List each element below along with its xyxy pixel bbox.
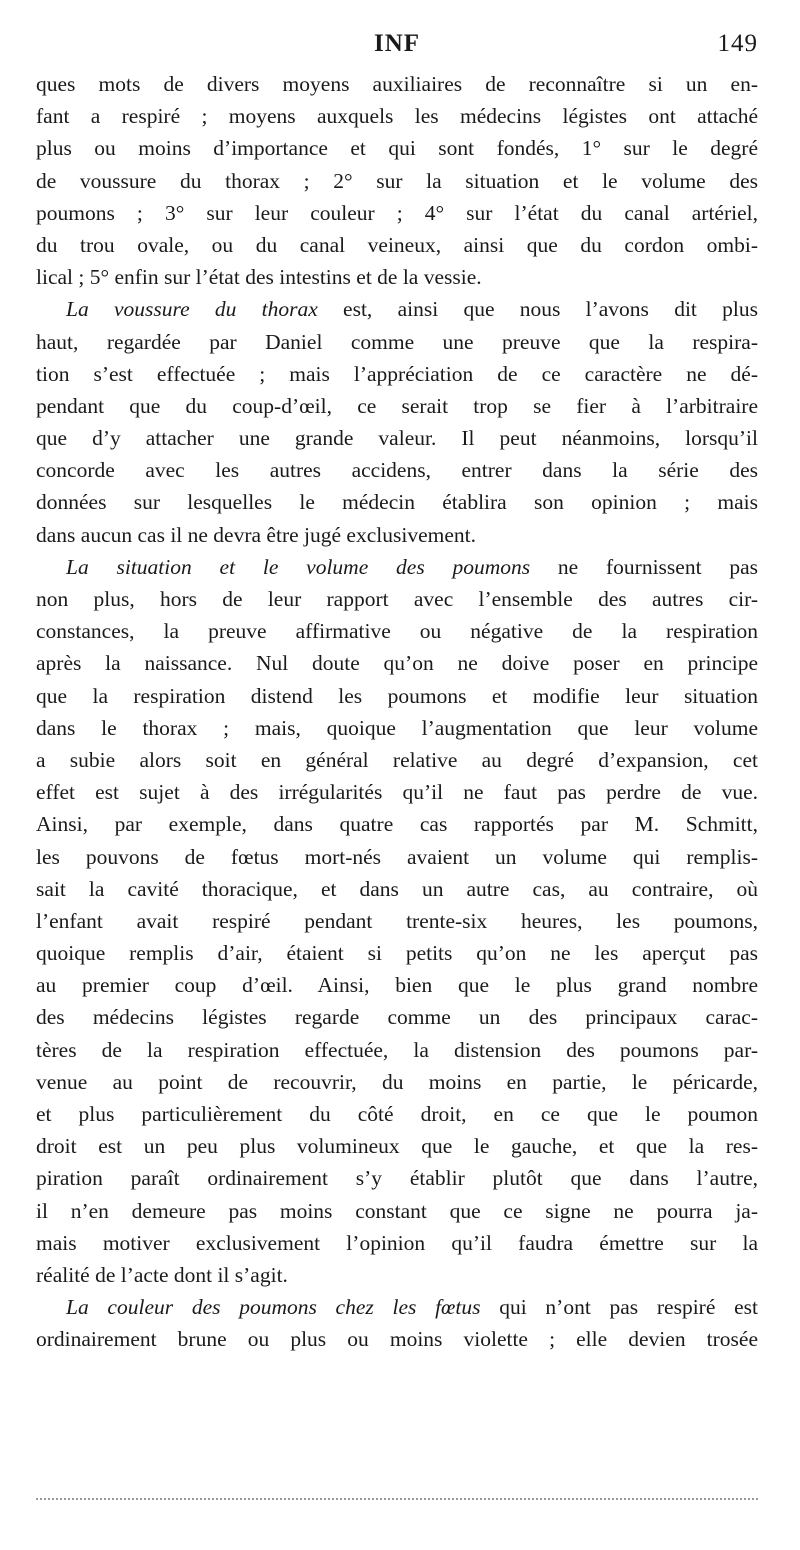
text-line	[36, 1291, 758, 1323]
text-line: les pouvons de fœtus mort-nés avaient un volume qui remplis-	[36, 844, 758, 869]
text-line: quoique remplis d’air, étaient si petits qu’on ne les aperçut pas	[36, 941, 758, 966]
text-line: et plus particulièrement du côté droit, en ce que le poumon	[36, 1102, 758, 1126]
text-line: tion s’est effectuée ; mais l’appréciation de ce caractère ne dé-	[36, 361, 758, 386]
text-span: qui n’ont pas respiré est	[480, 1295, 758, 1320]
text-line: au premier coup d’œil. Ainsi, bien que le plus grand nombre	[36, 973, 758, 998]
text-line: que la respiration distend les poumons et modifie leur situation	[36, 683, 758, 708]
text-line: sait la cavité thoracique, et dans un autre cas, au contraire, où	[36, 876, 758, 901]
text-line: non plus, hors de leur rapport avec l’ensemble des autres cir-	[36, 587, 758, 611]
paragraph-4	[36, 1291, 758, 1355]
text-line: données sur lesquelles le médecin établira son opinion ; mais	[36, 490, 758, 515]
text-line	[36, 293, 758, 325]
page-bottom-rule	[36, 1498, 758, 1500]
text-line: piration paraît ordinairement s’y établir plutôt que dans l’autre,	[36, 1166, 758, 1191]
text-line: fant a respiré ; moyens auxquels les médecins légistes ont attaché	[36, 104, 758, 129]
text-span: ne fournissent pas	[530, 554, 759, 579]
book-page	[36, 30, 758, 1356]
paragraph-2	[36, 293, 758, 551]
text-line: concorde avec les autres accidens, entrer dans la série des	[36, 458, 758, 483]
italic-lead: La situation et le volume des poumons	[66, 554, 531, 579]
paragraph-3	[36, 551, 758, 1291]
text-line: dans aucun cas il ne devra être jugé exclusivement.	[36, 522, 476, 547]
text-line: dans le thorax ; mais, quoique l’augmentation que leur volume	[36, 715, 758, 740]
text-line: plus ou moins d’importance et qui sont fondés, 1° sur le degré	[36, 136, 758, 161]
text-line: l’enfant avait respiré pendant trente-six heures, les poumons,	[36, 908, 758, 933]
text-line: pendant que du coup-d’œil, ce serait trop se fier à l’arbitraire	[36, 393, 758, 418]
text-line: du trou ovale, ou du canal veineux, ainsi que du cordon ombi-	[36, 232, 758, 257]
text-line: constances, la preuve affirmative ou négative de la respiration	[36, 619, 758, 644]
text-line: mais motiver exclusivement l’opinion qu’il faudra émettre sur la	[36, 1230, 758, 1255]
text-line: venue au point de recouvrir, du moins en partie, le péricarde,	[36, 1069, 758, 1094]
text-line: effet est sujet à des irrégularités qu’il ne faut pas perdre de vue.	[36, 780, 758, 805]
page-number: 149	[717, 30, 758, 57]
running-head-title: INF	[373, 30, 421, 57]
paragraph-1	[36, 68, 758, 293]
text-line: lical ; 5° enfin sur l’état des intestins et de la vessie.	[36, 265, 482, 290]
text-line: ques mots de divers moyens auxiliaires de reconnaître si un en-	[36, 72, 758, 96]
italic-lead: La voussure du thorax	[66, 297, 318, 322]
text-line: tères de la respiration effectuée, la distension des poumons par-	[36, 1037, 758, 1062]
text-line: des médecins légistes regarde comme un des principaux carac-	[36, 1005, 758, 1030]
text-line: que d’y attacher une grande valeur. Il peut néanmoins, lorsqu’il	[36, 426, 758, 451]
italic-lead: La couleur des poumons chez les fœtus	[66, 1295, 481, 1320]
running-head	[36, 30, 758, 68]
text-line	[36, 551, 758, 583]
text-line: après la naissance. Nul doute qu’on ne doive poser en principe	[36, 651, 758, 676]
text-line: réalité de l’acte dont il s’agit.	[36, 1262, 288, 1287]
text-line: il n’en demeure pas moins constant que ce signe ne pourra ja-	[36, 1198, 758, 1223]
text-span: est, ainsi que nous l’avons dit plus	[317, 297, 758, 322]
text-line: droit est un peu plus volumineux que le gauche, et que la res-	[36, 1134, 758, 1159]
text-line: Ainsi, par exemple, dans quatre cas rapportés par M. Schmitt,	[36, 812, 758, 837]
text-line: de voussure du thorax ; 2° sur la situation et le volume des	[36, 168, 758, 193]
text-line: a subie alors soit en général relative au degré d’expansion, cet	[36, 747, 758, 772]
text-line: haut, regardée par Daniel comme une preuve que la respira-	[36, 329, 758, 354]
text-line: ordinairement brune ou plus ou moins violette ; elle devien trosée	[36, 1327, 758, 1352]
text-line: poumons ; 3° sur leur couleur ; 4° sur l’état du canal artériel,	[36, 200, 758, 225]
